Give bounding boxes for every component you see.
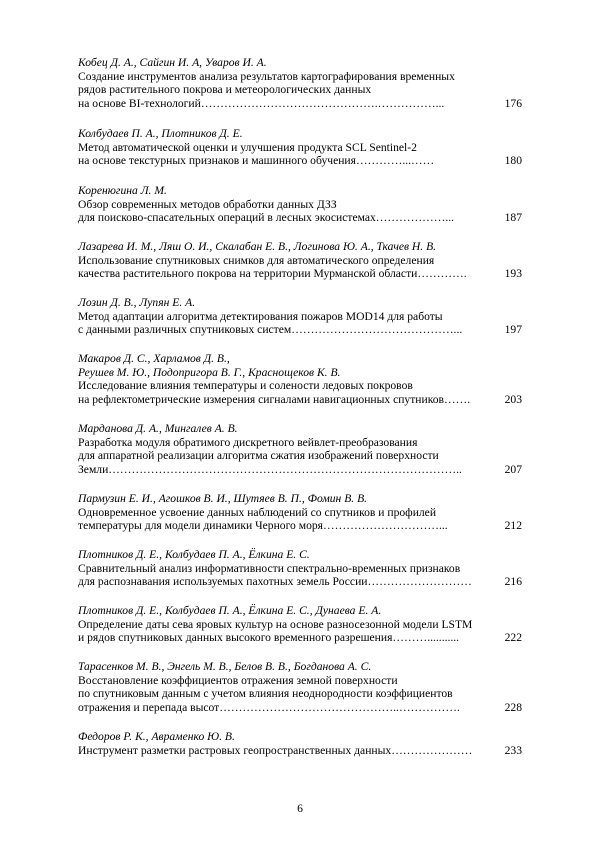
entry-title-line: рядов растительного покрова и метеорологических данных [78, 83, 372, 97]
toc-entry [78, 352, 522, 406]
entry-authors: Марданова Д. А., Мингалев А. В. [78, 422, 238, 435]
toc-entry [78, 56, 522, 110]
entry-title-line: Разработка модуля обратимого дискретного вейвлет-преобразования [78, 435, 418, 449]
toc-entry [78, 730, 522, 757]
entry-title-text: температуры для модели динамики Черного моря…………………………... [78, 519, 448, 533]
entry-authors: Плотников Д. Е., Колбудаев П. А., Ёлкина Е. С., Дунаева Е. А. [78, 604, 382, 617]
entry-title-text: отражения и перепада высот………………………………………..……………. [78, 700, 460, 714]
entry-title-line: для аппаратной реализации алгоритма сжатия изображений поверхности [78, 449, 439, 463]
entry-title-line: Создание инструментов анализа результатов картографирования временных [78, 69, 455, 83]
toc-entry [78, 604, 522, 645]
entry-page-number: 222 [504, 631, 522, 645]
entry-authors-continued: Реушев М. Ю., Подопригора В. Г., Краснощеков К. В. [78, 365, 341, 379]
entry-title-line: Метод адаптации алгоритма детектирования пожаров MOD14 для работы [78, 309, 443, 323]
entry-title-line-last [78, 97, 522, 111]
entry-title-line-last [78, 463, 522, 477]
entry-page-number: 228 [504, 700, 522, 714]
entry-title-text: для поисково-спасательных операций в лесных экосистемах………………... [78, 211, 455, 225]
entry-page-number: 193 [504, 267, 522, 281]
toc-entry [78, 660, 522, 714]
entry-page-number: 207 [504, 462, 522, 476]
toc-entry [78, 240, 522, 281]
entry-title-line: Одновременное усвоение данных наблюдений со спутников и профилей [78, 505, 437, 519]
entry-title-line-last [78, 211, 522, 225]
entry-title-line: Сравнительный анализ информативности спектрально-временных признаков [78, 561, 461, 575]
entry-title-text: на основе текстурных признаков и машинного обучения…………...…… [78, 154, 435, 168]
entry-authors: Кобец Д. А., Сайгин И. А, Уваров И. А. [78, 56, 267, 69]
toc-entry [78, 422, 522, 476]
entry-title-text: с данными различных спутниковых систем……………………………………... [78, 323, 463, 337]
entry-title-text: на рефлектометрические измерения сигналами навигационных спутников……. [78, 392, 471, 406]
entry-authors: Пармузин Е. И., Агошков В. И., Шутяев В. П., Фомин В. В. [78, 492, 368, 505]
entry-title-line: Метод автоматической оценки и улучшения продукта SCL Sentinel-2 [78, 140, 417, 154]
entry-title-line: Исследование влияния температуры и солености ледовых покровов [78, 379, 413, 393]
entry-title-line-last [78, 631, 522, 645]
toc-entry [78, 548, 522, 589]
page-number: 6 [297, 802, 303, 815]
entry-page-number: 216 [504, 575, 522, 589]
entry-authors: Лозин Д. В., Лупян Е. А. [78, 296, 196, 309]
entry-page-number: 203 [504, 392, 522, 406]
entry-title-text: и рядов спутниковых данных высокого временного разрешения………........... [78, 631, 460, 645]
entry-title-text: для распознавания используемых пахотных земель России……………………… [78, 575, 472, 589]
toc-entry [78, 492, 522, 533]
entry-title-line: Определение даты сева яровых культур на основе разносезонной модели LSTM [78, 617, 473, 631]
toc-entry [78, 127, 522, 168]
entry-page-number: 180 [504, 154, 522, 168]
entry-authors: Тарасенков М. В., Энгель М. В., Белов В. В., Богданова А. С. [78, 660, 372, 673]
entry-title-text: Земли……………………………………………………………………………….. [78, 462, 462, 476]
entry-authors: Макаров Д. С., Харламов Д. В., [78, 352, 230, 365]
toc-entry [78, 296, 522, 337]
entry-title-line-last [78, 154, 522, 168]
entry-title-line-last [78, 701, 522, 715]
entry-title-line: Использование спутниковых снимков для автоматического определения [78, 253, 435, 267]
entry-title-line-last [78, 267, 522, 281]
entry-title-text: качества растительного покрова на территории Мурманской области…………. [78, 267, 467, 281]
entry-title-line: Восстановление коэффициентов отражения земной поверхности [78, 673, 398, 687]
entry-title-line-last [78, 323, 522, 337]
entry-title-line-last [78, 744, 522, 758]
toc-entry [78, 184, 522, 225]
entry-authors: Плотников Д. Е., Колбудаев П. А., Ёлкина Е. С. [78, 548, 310, 561]
entry-title-text: на основе BI-технологий……………………………………….……………... [78, 96, 445, 110]
entry-authors: Лазарева И. М., Ляш О. И., Скалабан Е. В., Логинова Ю. А., Ткачев Н. В. [78, 240, 437, 253]
entry-title-line: по спутниковым данным с учетом влияния неоднородности коэффициентов [78, 687, 453, 701]
entry-authors: Коренюгина Л. М. [78, 184, 167, 197]
entry-authors: Федоров Р. К., Авраменко Ю. В. [78, 730, 235, 743]
entry-title-line-last [78, 519, 522, 533]
entry-title-line: Обзор современных методов обработки данных ДЗЗ [78, 197, 337, 211]
entry-page-number: 233 [504, 743, 522, 757]
entry-title-line-last [78, 575, 522, 589]
entry-authors: Колбудаев П. А., Плотников Д. Е. [78, 127, 243, 140]
entry-page-number: 176 [504, 96, 522, 110]
entry-page-number: 212 [504, 519, 522, 533]
entry-page-number: 187 [504, 211, 522, 225]
entry-page-number: 197 [504, 323, 522, 337]
entry-title-text: Инструмент разметки растровых геопространственных данных………………… [78, 743, 473, 757]
entry-title-line-last [78, 393, 522, 407]
